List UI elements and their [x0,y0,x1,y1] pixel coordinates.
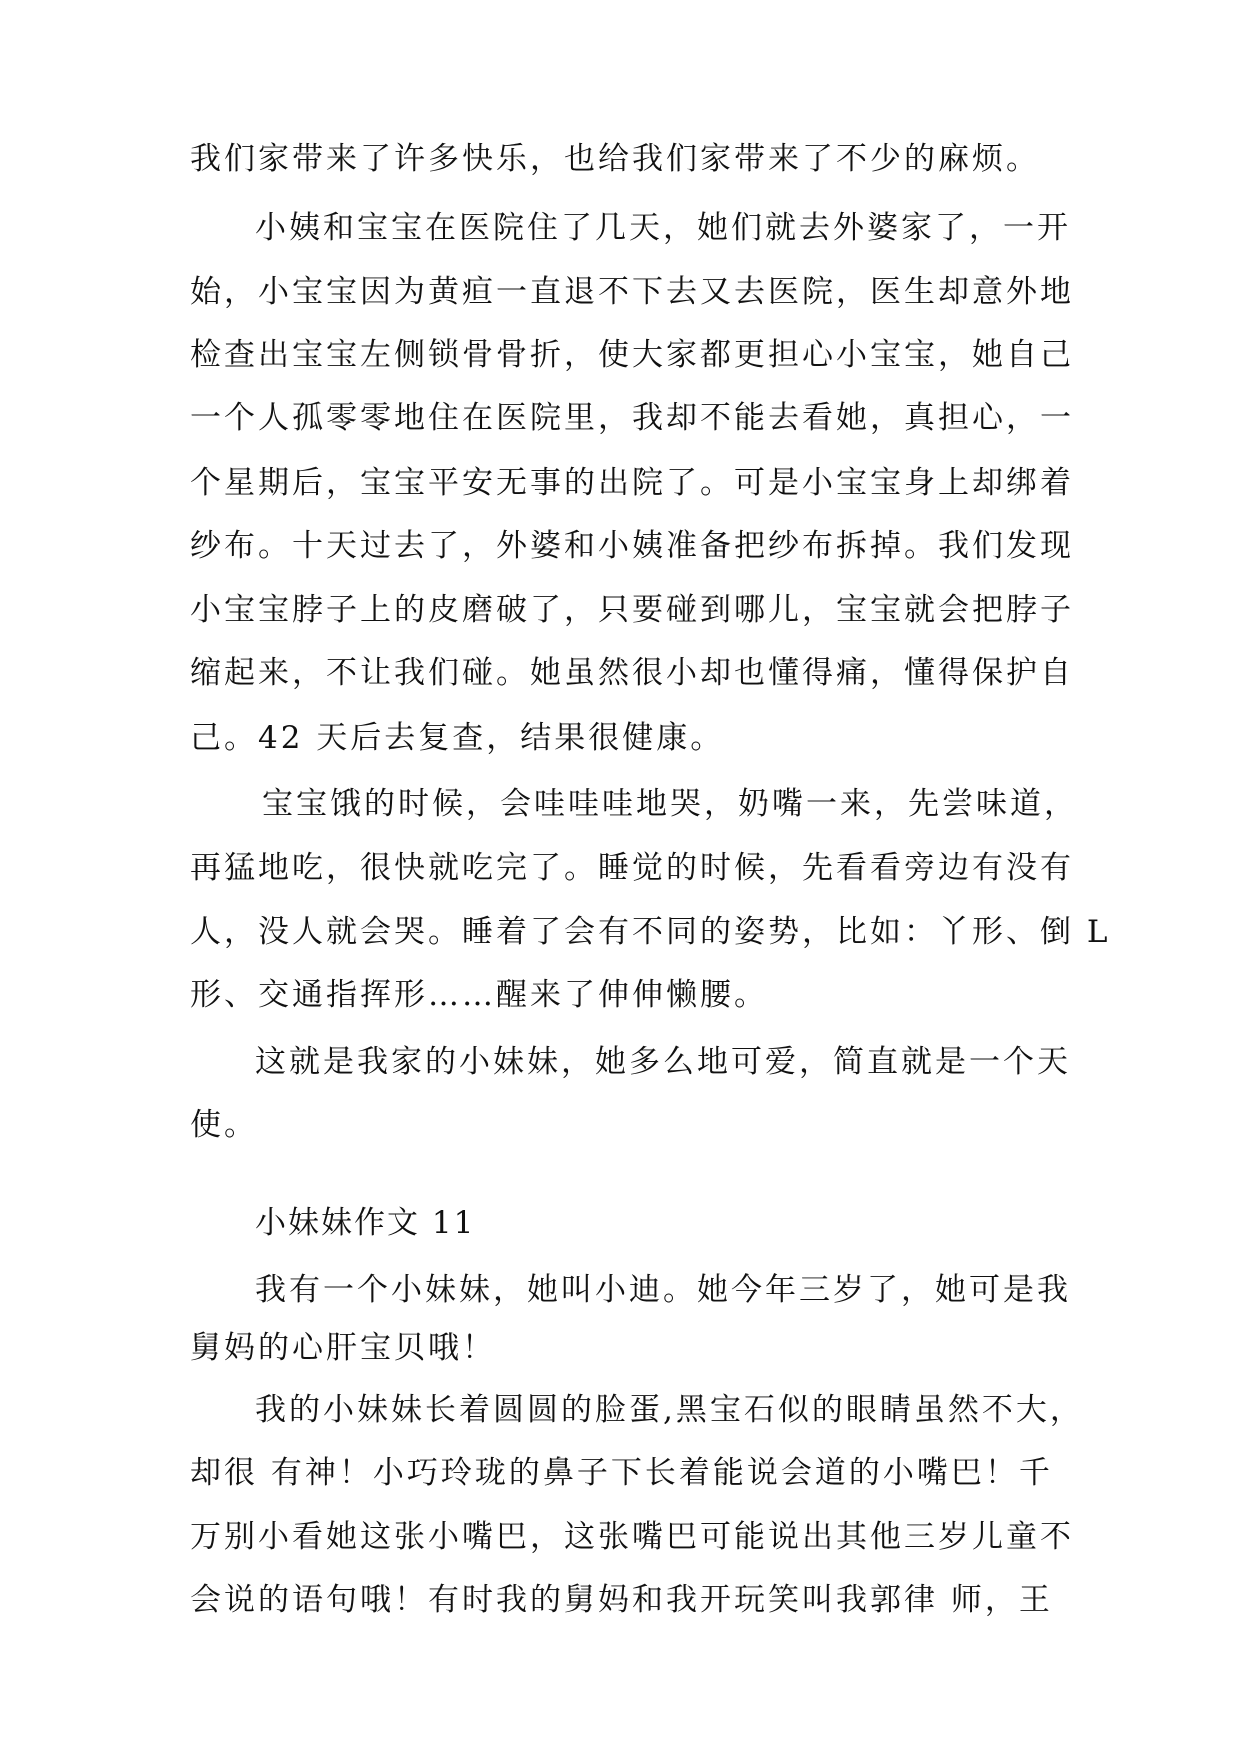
text-line: 却很 有神！小巧玲珑的鼻子下长着能说会道的小嘴巴！千 [190,1455,1053,1491]
text-line: 检查出宝宝左侧锁骨骨折，使大家都更担心小宝宝，她自己 [190,337,1074,373]
text-line: 始，小宝宝因为黄疸一直退不下去又去医院，医生却意外地 [190,274,1074,310]
text-line: 小宝宝脖子上的皮磨破了，只要碰到哪儿，宝宝就会把脖子 [190,592,1074,628]
text-line: 一个人孤零零地住在医院里，我却不能去看她，真担心，一 [190,400,1074,436]
paragraph-start-line: 小姨和宝宝在医院住了几天，她们就去外婆家了，一开 [255,210,1071,246]
paragraph-start-line: 宝宝饿的时候，会哇哇哇地哭，奶嘴一来，先尝味道， [262,786,1078,822]
text-line: 使。 [190,1107,258,1143]
text-line: 再猛地吃，很快就吃完了。睡觉的时候，先看看旁边有没有 [190,850,1074,886]
text-line: 我们家带来了许多快乐，也给我们家带来了不少的麻烦。 [190,141,1040,177]
text-line: 个星期后，宝宝平安无事的出院了。可是小宝宝身上却绑着 [190,465,1074,501]
paragraph-start-line: 我的小妹妹长着圆圆的脸蛋,黑宝石似的眼睛虽然不大， [255,1392,1084,1428]
text-line: 人，没人就会哭。睡着了会有不同的姿势，比如：丫形、倒 L [190,914,1111,950]
text-line: 己。42 天后去复查，结果很健康。 [190,720,725,756]
paragraph-start-line: 我有一个小妹妹，她叫小迪。她今年三岁了，她可是我 [255,1272,1071,1308]
text-line: 会说的语句哦！有时我的舅妈和我开玩笑叫我郭律 师，王 [190,1582,1053,1618]
section-heading: 小妹妹作文 11 [255,1205,476,1241]
text-line: 纱布。十天过去了，外婆和小姨准备把纱布拆掉。我们发现 [190,528,1074,564]
text-line: 形、交通指挥形……醒来了伸伸懒腰。 [190,977,768,1013]
text-line: 万别小看她这张小嘴巴，这张嘴巴可能说出其他三岁儿童不 [190,1519,1074,1555]
paragraph-start-line: 这就是我家的小妹妹，她多么地可爱，简直就是一个天 [255,1044,1071,1080]
text-line: 舅妈的心肝宝贝哦！ [190,1330,496,1366]
text-line: 缩起来，不让我们碰。她虽然很小却也懂得痛，懂得保护自 [190,655,1074,691]
